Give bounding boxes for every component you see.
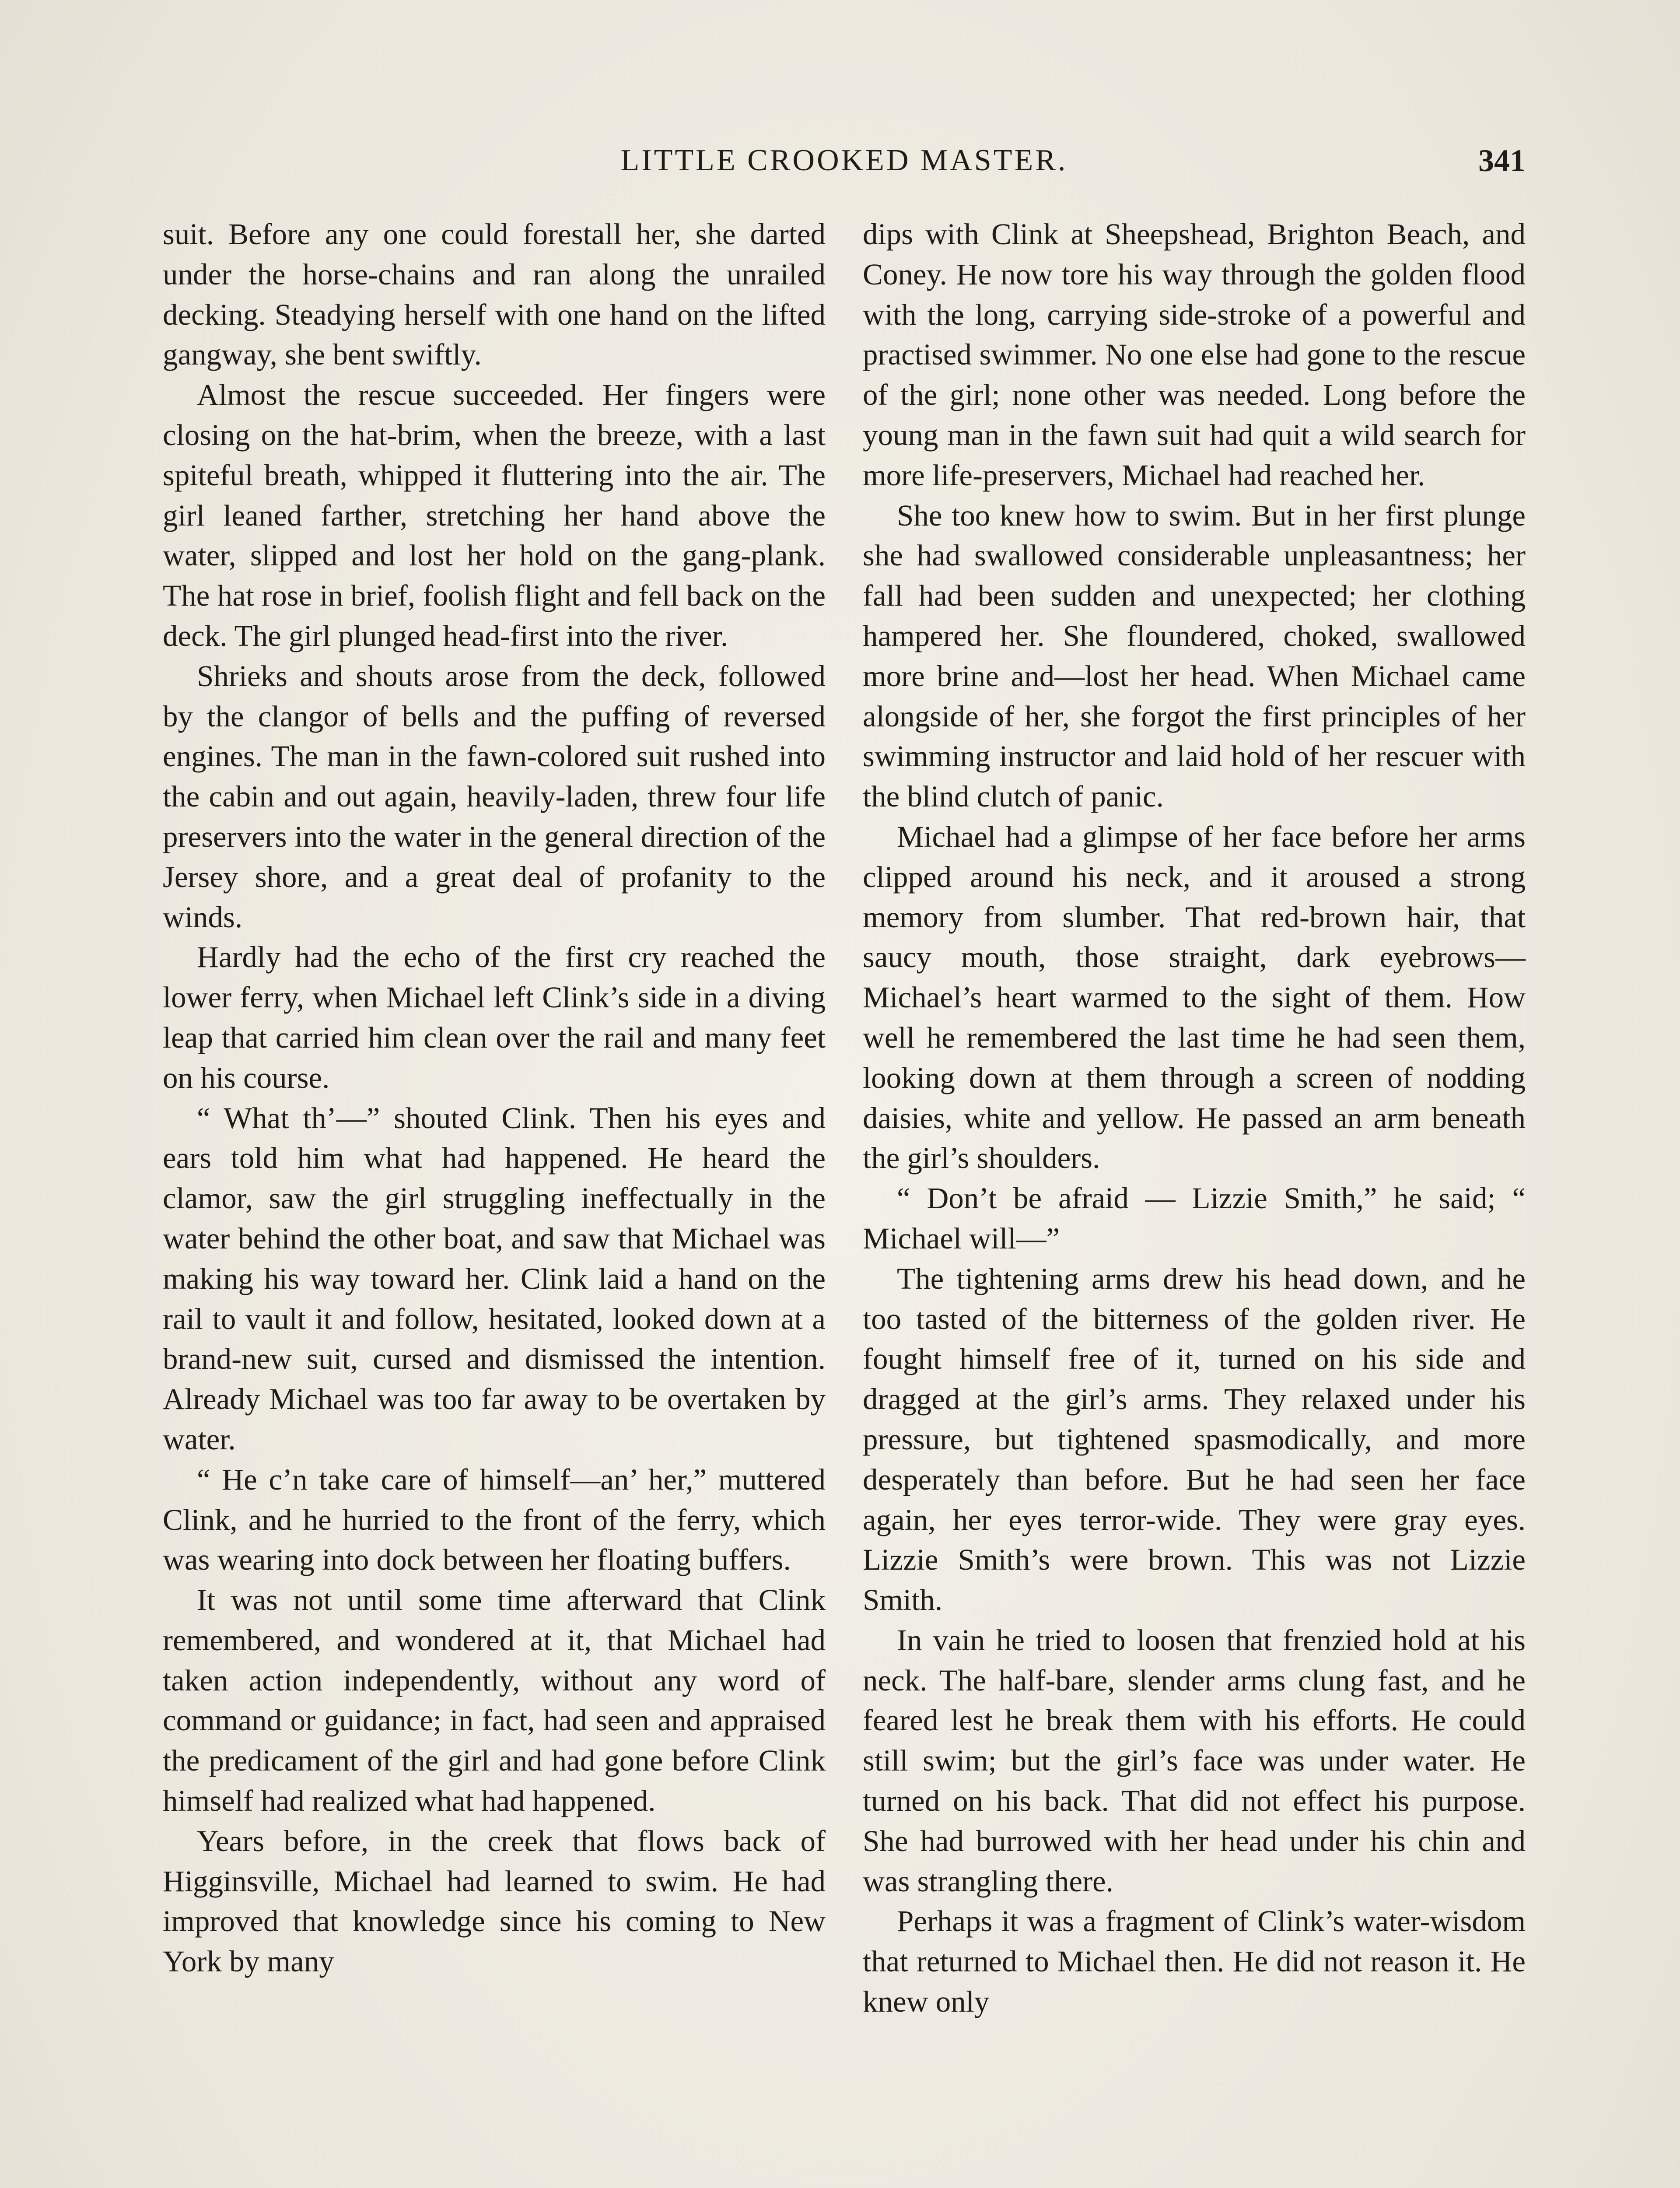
paragraph: The tightening arms drew his head down, and he too tasted of the bitterness of the golden river. He fought himself free of it, turned on his side and dragged at the girl’s arms. They relaxed under his pressure, but tightened spasmodically, and more desperately than before. But he had seen her face again, her eyes terror-wide. They were gray eyes. Lizzie Smith’s were brown. This was not Lizzie Smith. (863, 1262, 1526, 1617)
paragraph: In vain he tried to loosen that frenzied hold at his neck. The half-bare, slender arms clung fast, and he feared lest he break them with his efforts. He could still swim; but the girl’s face was under water. He turned on his back. That did not effect his purpose. She had burrowed with her head under his chin and was strangling there. (863, 1623, 1526, 1898)
paragraph: Michael had a glimpse of her face before her arms clipped around his neck, and it aroused a strong memory from slumber. That red-brown hair, that saucy mouth, those straight, dark eyebrows—Michael’s heart warmed to the sight of them. How well he remembered the last time he had seen them, looking down at them through a screen of nodding daisies, white and yellow. He passed an arm beneath the girl’s shoulders. (863, 820, 1526, 1175)
paragraph: Almost the rescue succeeded. Her fingers were closing on the hat-brim, when the breeze, with a last spiteful breath, whipped it fluttering into the air. The girl leaned farther, stretching her hand above the water, slipped and lost her hold on the gang-plank. The hat rose in brief, foolish flight and fell back on the deck. The girl plunged head-first into the river. (163, 378, 826, 652)
running-title: LITTLE CROOKED MASTER. (620, 144, 1068, 177)
paragraph: dips with Clink at Sheepshead, Brighton Beach, and Coney. He now tore his way through the golden flood with the long, carrying side-stroke of a powerful and practised swimmer. No one else had gone to the rescue of the girl; none other was needed. Long before the young man in the fawn suit had quit a wild search for more life-preservers, Michael had reached her. (863, 217, 1526, 492)
running-head (163, 137, 1526, 185)
paragraph: “ What th’—” shouted Clink. Then his eyes and ears told him what had happened. He heard the clamor, saw the girl struggling ineffectually in the water behind the other boat, and saw that Michael was making his way toward her. Clink laid a hand on the rail to vault it and follow, hesitated, looked down at a brand-new suit, cursed and dismissed the intention. Already Michael was too far away to be overtaken by water. (163, 1101, 826, 1456)
paragraph: It was not until some time afterward that Clink remembered, and wondered at it, that Michael had taken action independently, without any word of command or guidance; in fact, had seen and appraised the predicament of the girl and had gone before Clink himself had realized what had happened. (163, 1583, 826, 1818)
left-column (163, 214, 826, 1982)
paragraph: “ He c’n take care of himself—an’ her,” muttered Clink, and he hurried to the front of the ferry, which was wearing into dock between her floating buffers. (163, 1462, 826, 1577)
paragraph: Hardly had the echo of the first cry reached the lower ferry, when Michael left Clink’s side in a diving leap that carried him clean over the rail and many feet on his course. (163, 940, 826, 1094)
paragraph: Shrieks and shouts arose from the deck, followed by the clangor of bells and the puffing of reversed engines. The man in the fawn-colored suit rushed into the cabin and out again, heavily-laden, threw four life preservers into the water in the general direction of the Jersey shore, and a great deal of profanity to the winds. (163, 659, 826, 934)
right-column (863, 214, 1526, 2022)
paragraph: “ Don’t be afraid — Lizzie Smith,” he said; “ Michael will—” (863, 1182, 1526, 1255)
paragraph: Perhaps it was a fragment of Clink’s water-wisdom that returned to Michael then. He did not reason it. He knew only (863, 1904, 1526, 2019)
page-number: 341 (1478, 143, 1526, 178)
paragraph: Years before, in the creek that flows back of Higginsville, Michael had learned to swim. He had improved that knowledge since his coming to New York by many (163, 1824, 826, 1978)
paragraph: She too knew how to swim. But in her first plunge she had swallowed considerable unpleasantness; her fall had been sudden and unexpected; her clothing hampered her. She floundered, choked, swallowed more brine and—lost her head. When Michael came alongside of her, she forgot the first principles of her swimming instructor and laid hold of her rescuer with the blind clutch of panic. (863, 498, 1526, 813)
paragraph: suit. Before any one could forestall her, she darted under the horse-chains and ran along the unrailed decking. Steadying herself with one hand on the lifted gangway, she bent swiftly. (163, 217, 826, 372)
